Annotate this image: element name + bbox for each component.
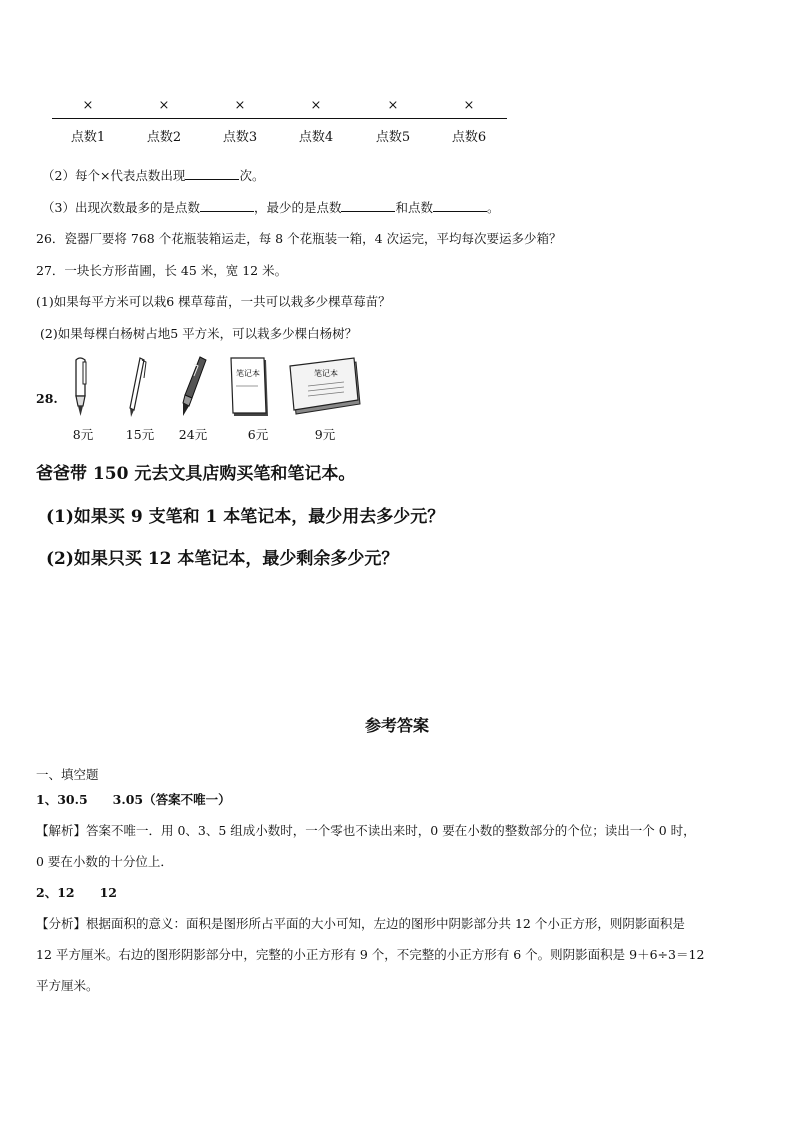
price-label: 15元 [125,427,155,442]
question-27-stem: 27．一块长方形苗圃，长 45 米，宽 12 米。 [36,263,288,278]
axis-label: 点数2 [146,130,182,145]
answer-blank[interactable] [185,167,239,180]
fountain-pen-icon [172,354,212,420]
axis-label: 点数6 [451,130,487,145]
price-label: 24元 [178,427,208,442]
section-heading: 一、填空题 [36,767,99,782]
question-28-part1: (1)如果买 9 支笔和 1 本笔记本，最少用去多少元？ [46,507,445,527]
x-marker: × [387,98,399,113]
notebook-cover-text: 笔记本 [236,369,260,378]
notebook-cover-text: 笔记本 [314,369,338,378]
axis-label: 点数4 [298,130,334,145]
x-marker: × [82,98,94,113]
answer-blank[interactable] [200,199,254,212]
answers-title: 参考答案 [364,716,429,735]
question-28-number: 28. [36,391,58,406]
notebook-icon [286,356,364,420]
marker-pen-icon [66,354,96,420]
answer-2: 2、12 12 [36,885,117,900]
axis-label: 点数3 [222,130,258,145]
answer-2-note: 【分析】根据面积的意义：面积是图形所占平面的大小可知，左边的图形中阴影部分共 12 个小正方形，则阴影面积是 [36,916,685,931]
answer-1-note: 【解析】答案不唯一．用 0、3、5 组成小数时，一个零也不读出来时，0 要在小数的整数部分的个位；读出一个 0 时， [36,823,696,838]
question-27-part1: (1)如果每平方米可以栽6 棵草莓苗，一共可以栽多少棵草莓苗？ [36,294,391,309]
ballpoint-pen-icon [122,354,152,420]
q25-part2: （2）每个×代表点数出现 次。 [42,168,265,183]
question-26: 26．瓷器厂要将 768 个花瓶装箱运走，每 8 个花瓶装一箱，4 次运完，平均每次要运多少箱？ [36,231,562,246]
answer-2-note: 平方厘米。 [36,978,99,993]
axis-label: 点数5 [375,130,411,145]
axis-line [52,118,507,119]
axis-label: 点数1 [70,130,106,145]
x-marker: × [310,98,322,113]
price-label: 8元 [72,427,94,442]
answer-blank[interactable] [341,199,395,212]
price-label: 9元 [314,427,336,442]
x-marker: × [158,98,170,113]
question-27-part2: (2)如果每棵白杨树占地5 平方米，可以栽多少棵白杨树？ [40,326,358,341]
price-label: 6元 [247,427,269,442]
question-28-stem: 爸爸带 150 元去文具店购买笔和笔记本。 [36,464,356,484]
answer-2-note: 12 平方厘米。右边的图形阴影部分中，完整的小正方形有 9 个，不完整的小正方形有 6 个。则阴影面积是 9＋6÷3＝12 [36,947,705,962]
q25-part3: （3）出现次数最多的是点数 ，最少的是点数 和点数 。 [42,200,500,215]
x-marker: × [463,98,475,113]
answer-blank[interactable] [433,199,487,212]
answer-1-note: 0 要在小数的十分位上． [36,854,173,869]
notebook-icon [228,356,274,420]
question-28-part2: (2)如果只买 12 本笔记本，最少剩余多少元？ [46,549,399,569]
answer-1: 1、30.5 3.05（答案不唯一） [36,792,231,807]
x-marker: × [234,98,246,113]
